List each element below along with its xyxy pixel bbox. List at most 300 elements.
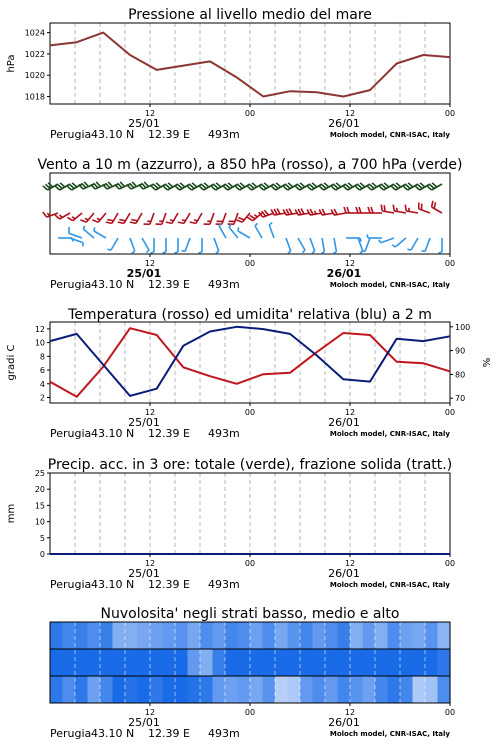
wind-barb <box>392 238 406 247</box>
wind-barb <box>156 213 166 224</box>
wind-barb-staff <box>214 238 219 251</box>
wind-barb <box>432 201 442 213</box>
location-elev: 493m <box>208 578 240 591</box>
wind-barb-staff <box>406 211 418 213</box>
location-lat: 43.10 N <box>91 278 135 291</box>
location-name: Perugia <box>50 128 92 141</box>
cloud-cell <box>313 649 326 676</box>
cloud-cell <box>425 676 438 703</box>
y-tick-label: 5 <box>39 533 45 543</box>
wind-barb-feather <box>347 207 349 213</box>
cloud-cell <box>138 622 151 649</box>
wind-barb-half-feather <box>333 252 336 254</box>
cloud-cell <box>425 622 438 649</box>
time-tick-label: 12 <box>144 559 156 568</box>
time-tick-label: 00 <box>444 109 456 118</box>
wind-barb <box>182 238 190 251</box>
y-tick-label: 6 <box>39 366 45 376</box>
y-tick-label-right: 70 <box>455 394 466 404</box>
cloud-cell <box>163 649 176 676</box>
y-tick-label: 1022 <box>24 49 45 59</box>
cloud-cell <box>300 649 313 676</box>
cloud-cell <box>363 676 376 703</box>
wind-barb <box>142 238 149 253</box>
cloud-cell <box>300 676 313 703</box>
model-credit: Moloch model, CNR-ISAC, Italy <box>329 581 450 589</box>
cloud-cell <box>350 676 363 703</box>
wind-barb <box>190 213 202 223</box>
cloud-cell <box>213 622 226 649</box>
wind-barb-feather <box>92 220 98 222</box>
wind-barb-half-feather <box>72 217 75 219</box>
cloud-cell <box>375 649 388 676</box>
date-label: 26/01 <box>328 567 360 580</box>
wind-barb-half-feather <box>302 250 305 253</box>
time-tick-label: 00 <box>444 259 456 268</box>
cloud-cell <box>163 622 176 649</box>
cloud-cell <box>50 649 63 676</box>
cloud-cell <box>263 622 276 649</box>
wind-barb-half-feather <box>85 218 88 219</box>
wind-barb-staff <box>286 238 291 251</box>
wind-barb <box>130 213 142 223</box>
date-label: 25/01 <box>126 267 162 280</box>
cloud-cell <box>413 622 426 649</box>
y-tick-label: 10 <box>34 338 45 348</box>
wind-barb <box>216 213 226 224</box>
wind-barb-feather <box>334 209 337 215</box>
wind-barb <box>67 213 82 221</box>
wind-barb-staff <box>322 238 324 252</box>
wind-barb-staff <box>298 238 305 250</box>
location-lon: 12.39 E <box>148 278 190 291</box>
y-tick-label: 2 <box>39 393 45 403</box>
cloud-cell <box>188 649 201 676</box>
cloud-cell <box>325 622 338 649</box>
wind-barb <box>407 238 418 250</box>
model-credit: Moloch model, CNR-ISAC, Italy <box>329 430 450 438</box>
wind-barb <box>286 238 291 253</box>
cloud-cell <box>225 622 238 649</box>
time-tick-label: 12 <box>344 109 356 118</box>
wind-barb <box>175 238 179 253</box>
wind-barb-feather <box>80 220 86 222</box>
pressure-chart <box>6 7 455 141</box>
wind-barb-staff <box>162 213 166 224</box>
y-tick-label: 1018 <box>24 92 45 102</box>
time-tick-label: 00 <box>244 559 256 568</box>
y-tick-label: 25 <box>34 469 45 478</box>
wind-barb <box>144 213 154 224</box>
time-tick-label: 12 <box>344 559 356 568</box>
location-name: Perugia <box>50 578 92 591</box>
wind-barb <box>204 213 214 224</box>
wind-barb-feather <box>250 215 255 218</box>
y-tick-label: 12 <box>34 324 45 334</box>
wind-barb <box>178 213 190 223</box>
cloud-cell <box>338 622 351 649</box>
wind-barb <box>94 227 106 238</box>
y-axis-label: hPa <box>6 54 17 73</box>
wind-barb-staff <box>382 211 394 213</box>
cloud-cell <box>338 676 351 703</box>
date-label: 25/01 <box>128 117 160 130</box>
wind-barb-staff <box>172 213 178 223</box>
cloud-cell <box>263 649 276 676</box>
wind-barb-feather <box>356 207 358 213</box>
cloud-cell <box>400 676 413 703</box>
cloud-cell <box>63 676 76 703</box>
wind-barb-staff <box>185 238 190 251</box>
cloud-cell <box>163 676 176 703</box>
wind-barb-staff <box>334 238 336 252</box>
plot-frame <box>50 23 450 104</box>
wind-barb-feather <box>43 212 47 217</box>
cloud-cell <box>313 622 326 649</box>
wind-barb-half-feather <box>321 252 324 254</box>
wind-barb-half-feather <box>269 223 272 225</box>
cloud-cell <box>400 622 413 649</box>
wind-barb <box>92 213 106 222</box>
cloud-cell <box>113 649 126 676</box>
wind-barb-staff <box>419 209 430 213</box>
wind-barb-half-feather <box>312 251 315 253</box>
wind-barb-staff <box>83 229 94 238</box>
wind-barb-half-feather <box>94 227 95 231</box>
wind-barb-staff <box>394 211 406 213</box>
wind-barb <box>238 227 250 238</box>
y-tick-label: 1020 <box>24 71 45 81</box>
wind-barb-staff <box>395 238 406 247</box>
wind-barb-feather <box>368 207 370 213</box>
wind-barb <box>422 238 430 251</box>
wind-barb-half-feather <box>216 251 219 253</box>
cloud-cell <box>238 649 251 676</box>
cloud-cell <box>275 649 288 676</box>
chart-title: Nuvolosita' negli strati basso, medio e alto <box>100 606 400 622</box>
wind-barb-feather <box>131 220 137 221</box>
wind-barb-half-feather <box>97 218 100 219</box>
wind-barb-staff <box>411 238 418 250</box>
cloud-cell <box>100 676 113 703</box>
wind-barb-staff <box>124 213 130 223</box>
cloud-cell <box>113 676 126 703</box>
time-tick-label: 12 <box>344 259 356 268</box>
model-credit: Moloch model, CNR-ISAC, Italy <box>329 730 450 738</box>
wind-barb-feather <box>298 209 301 215</box>
time-tick-label: 12 <box>144 708 156 717</box>
cloud-cell <box>175 649 188 676</box>
y-tick-label: 4 <box>39 379 45 389</box>
chart-title: Precip. acc. in 3 ore: totale (verde), frazione solida (tratt.) <box>47 457 453 473</box>
wind-barb-staff <box>112 213 118 223</box>
wind-barb <box>381 205 394 213</box>
y-tick-label: 0 <box>39 550 45 559</box>
wind-barb <box>393 205 406 213</box>
wind-barb-half-feather <box>146 250 149 253</box>
cloud-cell <box>288 649 301 676</box>
wind-barb <box>405 205 418 213</box>
time-tick-label: 12 <box>144 259 156 268</box>
time-tick-label: 00 <box>444 559 456 568</box>
date-label: 26/01 <box>326 267 362 280</box>
wind-barb-feather <box>310 209 313 215</box>
wind-barb-feather <box>247 217 252 220</box>
cloud-cell <box>375 622 388 649</box>
wind-barb <box>255 223 262 238</box>
wind-barb-feather <box>322 209 325 215</box>
time-tick-label: 12 <box>144 408 156 417</box>
cloud-cell <box>350 622 363 649</box>
cloud-cell <box>125 622 138 649</box>
wind-barb <box>333 238 336 253</box>
wind-barb <box>199 238 203 253</box>
cloud-cell <box>413 649 426 676</box>
location-lon: 12.39 E <box>148 427 190 440</box>
wind-barb <box>321 238 324 253</box>
cloud-cell <box>100 649 113 676</box>
cloud-cell <box>125 649 138 676</box>
location-elev: 493m <box>208 128 240 141</box>
wind-barb <box>166 213 178 223</box>
cloud-cell <box>275 622 288 649</box>
y-tick-label: 10 <box>34 517 45 527</box>
time-tick-label: 12 <box>344 408 356 417</box>
wind-barb-feather <box>67 217 72 220</box>
wind-barb-half-feather <box>83 226 84 229</box>
cloud-cell <box>438 622 451 649</box>
time-tick-label: 00 <box>244 408 256 417</box>
time-tick-label: 00 <box>444 408 456 417</box>
time-tick-label: 00 <box>244 708 256 717</box>
cloud-cell <box>200 676 213 703</box>
cloud-cell <box>75 622 88 649</box>
cloud-cell <box>350 649 363 676</box>
wind-barb-feather <box>274 209 277 215</box>
cloud-cell <box>75 649 88 676</box>
location-lat: 43.10 N <box>91 727 135 740</box>
wind-barb-half-feather <box>407 249 411 250</box>
cloud-cell <box>300 622 313 649</box>
wind-barb-half-feather <box>199 252 203 253</box>
wind-barb-feather <box>301 208 304 214</box>
cloud-cell <box>150 676 163 703</box>
cloud-cell <box>225 676 238 703</box>
time-tick-label: 00 <box>244 109 256 118</box>
wind-barb-feather <box>119 220 125 221</box>
wind-barb-half-feather <box>238 227 239 231</box>
wind-barb-half-feather <box>255 223 258 226</box>
wind-barb-staff <box>269 225 274 238</box>
wind-barb-staff <box>111 238 118 250</box>
wind-barb-feather <box>359 207 361 213</box>
cloud-cell <box>175 676 188 703</box>
wind-barb-feather <box>371 207 373 213</box>
location-elev: 493m <box>208 278 240 291</box>
wind-barb-half-feather <box>254 215 257 217</box>
cloud-cell <box>388 676 401 703</box>
wind-barb-feather <box>178 222 184 223</box>
cloud-cell <box>88 649 101 676</box>
wind-barb <box>70 238 83 246</box>
wind-barb-half-feather <box>47 213 49 216</box>
wind-barb-feather <box>236 220 242 222</box>
wind-barb-half-feather <box>170 220 174 221</box>
wind-barb-staff <box>365 238 370 251</box>
wind-barb-feather <box>344 207 346 213</box>
location-lat: 43.10 N <box>91 578 135 591</box>
cloud-cell <box>288 676 301 703</box>
cloud-cell <box>113 622 126 649</box>
wind-barb-feather <box>286 209 289 215</box>
date-label: 25/01 <box>128 716 160 729</box>
cloud-cell <box>213 676 226 703</box>
location-lon: 12.39 E <box>148 727 190 740</box>
wind-barb <box>298 238 305 253</box>
wind-barb <box>130 238 135 253</box>
wind-chart <box>37 157 462 291</box>
wind-barb <box>228 213 238 224</box>
wind-barb-feather <box>166 222 172 223</box>
wind-barb-feather <box>405 205 406 211</box>
wind-barb <box>118 213 130 223</box>
wind-barb-half-feather <box>132 251 135 253</box>
cloud-cell <box>438 676 451 703</box>
location-lat: 43.10 N <box>91 128 135 141</box>
cloud-cell <box>275 676 288 703</box>
wind-barb-staff <box>94 231 106 238</box>
cloud-cell <box>188 622 201 649</box>
time-tick-label: 00 <box>244 259 256 268</box>
wind-barb-staff <box>425 238 430 251</box>
wind-barb-staff <box>150 213 154 224</box>
cloud-cell <box>338 649 351 676</box>
wind-barb-feather <box>381 205 382 211</box>
date-label: 26/01 <box>328 117 360 130</box>
wind-barb-feather <box>432 201 433 207</box>
wind-barb-half-feather <box>151 252 155 253</box>
wind-barb <box>229 224 238 238</box>
wind-barb-staff <box>222 213 226 224</box>
cloud-cell <box>250 622 263 649</box>
cloud-cell <box>313 676 326 703</box>
cloud-cell <box>50 622 63 649</box>
wind-barb-feather <box>130 222 136 223</box>
y-tick-label-right: 100 <box>455 322 471 332</box>
y-tick-label: 20 <box>34 485 45 495</box>
wind-barb <box>107 238 118 250</box>
cloud-cell <box>400 649 413 676</box>
wind-barb-feather <box>107 220 113 221</box>
wind-barb-feather <box>118 222 124 223</box>
chart-title: Vento a 10 m (azzurro), a 850 hPa (rosso), a 700 hPa (verde) <box>37 157 463 173</box>
wind-barb <box>83 226 94 238</box>
date-label: 26/01 <box>328 716 360 729</box>
cloud-cell <box>413 676 426 703</box>
wind-barb-feather <box>289 208 292 214</box>
cloud-cell <box>150 622 163 649</box>
cloud-cell <box>175 622 188 649</box>
date-label: 25/01 <box>128 567 160 580</box>
wind-barb-half-feather <box>288 251 291 253</box>
wind-barb-staff <box>234 213 238 224</box>
cloud-cell <box>288 622 301 649</box>
chart-title: Temperatura (rosso) ed umidita' relativa (blu) a 2 m <box>68 307 432 323</box>
y-tick-label: 15 <box>34 501 45 511</box>
date-label: 25/01 <box>128 416 160 429</box>
y-axis-label: mm <box>6 503 17 524</box>
wind-barb-half-feather <box>392 245 395 247</box>
wind-barb-feather <box>190 222 196 223</box>
cloud-cell <box>425 649 438 676</box>
wind-barb-half-feather <box>163 252 167 253</box>
chart-title: Pressione al livello medio del mare <box>128 7 372 23</box>
y-tick-label-right: 80 <box>455 370 466 380</box>
wind-barb <box>151 238 155 253</box>
wind-barb-feather <box>277 208 280 214</box>
cloud-cell <box>375 676 388 703</box>
wind-barb-half-feather <box>379 240 381 243</box>
y-tick-label: 8 <box>39 352 45 362</box>
cloud-cell <box>438 649 451 676</box>
wind-barb <box>163 238 167 253</box>
wind-barb-feather <box>393 205 394 211</box>
wind-barb-half-feather <box>367 235 368 239</box>
wind-barb-feather <box>106 222 112 223</box>
wind-barb <box>269 223 274 238</box>
cloud-cell <box>213 649 226 676</box>
plot-frame <box>50 322 450 403</box>
cloud-cell <box>100 622 113 649</box>
precipitation-chart <box>6 457 455 591</box>
cloud-cell <box>363 622 376 649</box>
wind-barb-staff <box>238 231 250 238</box>
wind-barb-staff <box>255 226 262 238</box>
time-tick-label: 12 <box>344 708 356 717</box>
plot-frame <box>50 473 450 554</box>
wind-barb-half-feather <box>439 252 443 253</box>
date-label: 26/01 <box>328 416 360 429</box>
location-elev: 493m <box>208 727 240 740</box>
wind-barb-staff <box>381 238 394 243</box>
wind-barb-half-feather <box>360 238 361 242</box>
wind-barb-staff <box>98 213 106 222</box>
wind-barb-half-feather <box>60 215 63 218</box>
wind-barb-half-feather <box>175 252 179 253</box>
cloud-cell <box>63 649 76 676</box>
wind-barb <box>368 207 382 213</box>
wind-barb-staff <box>196 213 202 223</box>
wind-barb-half-feather <box>182 220 186 221</box>
cloud-cell <box>63 622 76 649</box>
cloud-cell <box>125 676 138 703</box>
wind-barb-staff <box>432 207 442 213</box>
wind-barb <box>69 227 82 238</box>
wind-barb-feather <box>55 215 60 219</box>
wind-barb-staff <box>219 226 226 238</box>
location-elev: 493m <box>208 427 240 440</box>
wind-barb-staff <box>142 238 149 250</box>
wind-barb-half-feather <box>107 249 111 250</box>
cloud-cell <box>88 622 101 649</box>
y-tick-label: 1024 <box>24 28 45 38</box>
cloud-cover-chart <box>50 606 455 740</box>
cloud-cell <box>75 676 88 703</box>
wind-barb <box>106 213 118 223</box>
cloud-cell <box>388 649 401 676</box>
y-tick-label-right: 90 <box>455 346 466 356</box>
y-axis-label: gradi C <box>6 344 17 381</box>
